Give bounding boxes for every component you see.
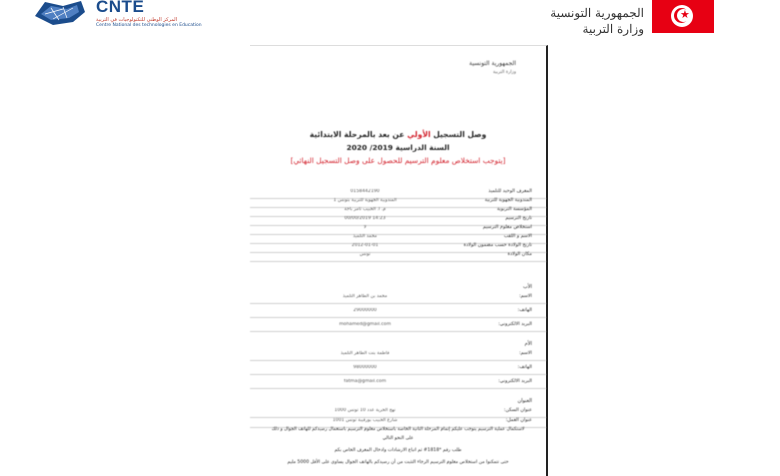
tunisia-flag-icon: ★	[652, 0, 714, 33]
table-row: عنوان العمل: شارع الحبيب بورقيبة تونس 1001	[250, 418, 546, 428]
footer-instruction: لاستكمال عملية الترسيم يتوجب عليكم إتمام المرحلة الثانية الخاصة باستخلاص معلوم الترسيم باستعمال رصيدكم للهاتف الجوال و ذلك	[271, 427, 525, 432]
table-row: المؤسسة التربوية م. ا. الحبيب ثامر باجة	[250, 207, 546, 217]
document-page	[250, 45, 548, 476]
table-row: البريد الالكتروني: mohamed@gmail.com	[250, 322, 546, 332]
footer-instruction: طلب رقم *1818# ثم اتباع الارشادات وادخال المعرف الخاص بكم	[334, 448, 462, 453]
footer-instruction: على النحو التالي	[382, 436, 414, 441]
table-row: تاريخ الترسيم 00/00/2019 14:23	[250, 216, 546, 226]
cnte-subtitle-fr: Centre National des technologies en Education	[96, 23, 202, 28]
table-row: المعرف الوحيد للتلميذ 0158442190	[250, 189, 546, 199]
doc-republic: الجمهورية التونسية	[469, 60, 516, 67]
cnte-logo-icon	[33, 0, 88, 26]
cnte-logo-text: CNTE	[96, 0, 145, 16]
doc-ministry: وزارة التربية	[492, 70, 516, 75]
ministry-heading: وزارة التربية	[582, 22, 644, 36]
table-row: الاسم: فاطمة بنت الطاهر التلميذ	[250, 351, 546, 361]
table-row: تاريخ الولادة حسب مضمون الولادة 2012-01-01	[250, 243, 546, 253]
school-year: السنة الدراسية 2019/ 2020	[346, 143, 450, 152]
cnte-subtitle-ar: المركز الوطني للتكنولوجيات في التربية	[96, 17, 178, 23]
father-section-title: الأب	[523, 284, 532, 290]
doc-title: وصل التسجيل الأولي عن بعد بالمرحلة الابتدائية	[309, 130, 487, 139]
table-row: استخلاص معلوم الترسيم لا	[250, 225, 546, 235]
address-section-title: العنوان	[517, 398, 532, 404]
mother-section-title: الأم	[524, 341, 532, 347]
table-row: الهاتف: 29000000	[250, 308, 546, 318]
table-row: البريد الالكتروني: fatma@gmail.com	[250, 379, 546, 389]
footer-instruction: حتى تتمكنوا من استخلاص معلوم الترسيم الرجاء التثبت من أن رصيدكم بالهاتف الجوال يساوي على الأقل 5000 مليم	[287, 460, 509, 465]
table-row: الاسم و اللقب محمد التلميذ	[250, 234, 546, 244]
table-row: الهاتف: 98000000	[250, 365, 546, 375]
payment-warning: [يتوجب استخلاص معلوم الترسيم للحصول على وصل التسجيل النهائي]	[290, 156, 506, 165]
table-row: الاسم: محمد بن الطاهر التلميذ	[250, 294, 546, 304]
republic-heading: الجمهورية التونسية	[550, 6, 644, 20]
table-row: المندوبية الجهوية للتربية المندوبية الجهوية للتربية بتونس 1	[250, 198, 546, 208]
table-row: عنوان السكن: نهج الحرية عدد 10 تونس 1000	[250, 408, 546, 418]
table-row: مكان الولادة تونس	[250, 252, 546, 262]
